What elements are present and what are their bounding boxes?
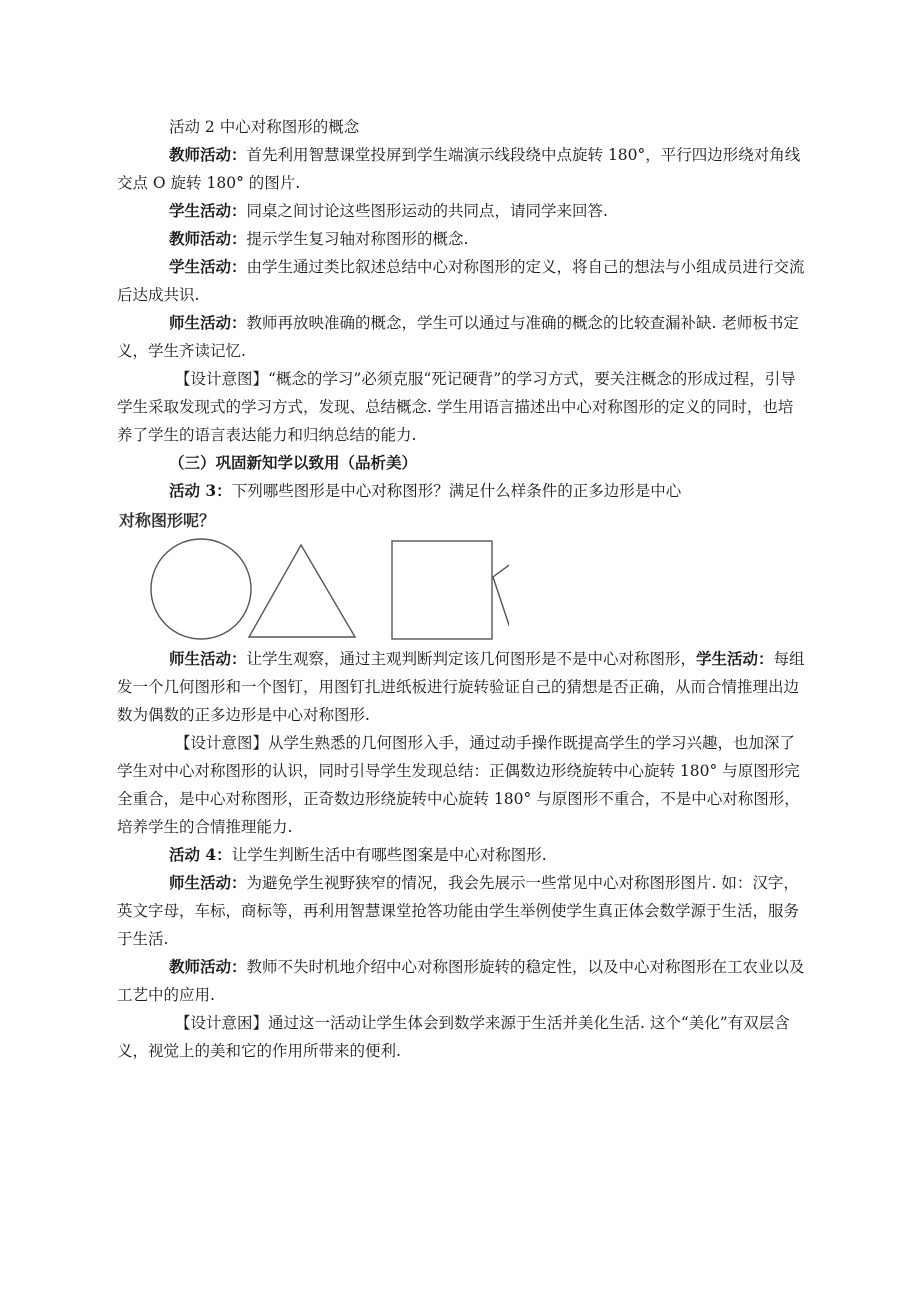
paragraph-text: 让学生判断生活中有哪些图案是中心对称图形. <box>231 846 547 864</box>
triangle-shape <box>249 545 355 637</box>
paragraph-text: 下列哪些图形是中心对称图形？满足什么样条件的正多边形是中心 <box>231 482 682 500</box>
design-intent-1: 【设计意图】“概念的学习”必须克服“死记硬背”的学习方式，要关注概念的形成过程，引导学生采取发现式的学习方式，发现、总结概念. 学生用语言描述出中心对称图形的定义的同时，也培养了学生的语言表达能力和归纳总结的能力. <box>117 370 796 444</box>
paragraph-text: 为避免学生视野狭窄的情况，我会先展示一些常见中心对称图形图片. 如：汉字，英文字母，车标，商标等，再利用智慧课堂抢答功能由学生举例使学生真正体会数学源于生活，服务于生活. <box>117 874 800 948</box>
document-body <box>117 113 807 1065</box>
label: 教师活动： <box>169 957 247 976</box>
square-shape <box>392 541 492 639</box>
paragraph-teacher-activity-3 <box>117 953 807 1009</box>
label: 学生活动： <box>169 257 247 276</box>
paragraph-text: 教师再放映准确的概念，学生可以通过与准确的概念的比较查漏补缺. 老师板书定义，学生齐读记忆. <box>117 314 799 360</box>
pentagon-shape <box>493 537 509 637</box>
design-intent-2: 【设计意图】从学生熟悉的几何图形入手，通过动手操作既提高学生的学习兴趣，也加深了学生对中心对称图形的认识，同时引导学生发现总结：正偶数边形绕旋转中心旋转 180° 与原图形完全重合，是中心对称图形，正奇数边形绕旋转中心旋转 180° 与原图形不重合，不是中心对称图形，培养学生的合情推理能力. <box>117 734 800 836</box>
label: 学生活动： <box>696 649 774 668</box>
label: 师生活动： <box>169 313 247 332</box>
activity-3-question <box>117 477 807 505</box>
label: 学生活动： <box>169 201 247 220</box>
label: 教师活动： <box>169 145 247 164</box>
paragraph-teacher-student-activity-1 <box>117 309 807 365</box>
paragraph-student-activity-2 <box>117 253 807 309</box>
design-intent-3: 【设计意困】通过这一活动让学生体会到数学来源于生活并美化生活. 这个“美化”有双层含义，视觉上的美和它的作用所带来的便利. <box>117 1014 790 1060</box>
paragraph-teacher-activity-2 <box>117 225 807 253</box>
paragraph-teacher-student-activity-2 <box>117 645 807 729</box>
paragraph-teacher-activity-1 <box>117 141 807 197</box>
paragraph-text: 每组发一个几何图形和一个图钉，用图钉扎进纸板进行旋转验证自己的猜想是否正确，从而合情推理出边数为偶数的正多边形是中心对称图形. <box>117 650 805 724</box>
paragraph-student-activity-1 <box>117 197 807 225</box>
heading-text: （三）巩固新知学以致用（品析美） <box>169 453 418 472</box>
label: 活动 4： <box>169 845 232 864</box>
activity-3-question-tail: 对称图形呢？ <box>119 511 216 530</box>
circle-shape <box>151 539 251 639</box>
paragraph-text: 让学生观察，通过主观判断判定该几何图形是不是中心对称图形， <box>246 650 697 668</box>
paragraph-text: 教师不失时机地介绍中心对称图形旋转的稳定性，以及中心对称图形在工农业以及工艺中的应用. <box>117 958 805 1004</box>
label: 师生活动： <box>169 873 247 892</box>
label: 活动 3： <box>169 481 232 500</box>
geometric-shapes-figure <box>149 537 509 641</box>
paragraph-text: 同桌之间讨论这些图形运动的共同点，请同学来回答. <box>246 202 608 220</box>
label: 师生活动： <box>169 649 247 668</box>
paragraph-text: 提示学生复习轴对称图形的概念. <box>246 230 469 248</box>
label: 教师活动： <box>169 229 247 248</box>
activity-4-question <box>117 841 807 869</box>
activity-2-title: 活动 2 中心对称图形的概念 <box>169 118 360 136</box>
paragraph-teacher-student-activity-3 <box>117 869 807 953</box>
paragraph-text: 由学生通过类比叙述总结中心对称图形的定义，将自己的想法与小组成员进行交流后达成共识. <box>117 258 805 304</box>
paragraph-text: 首先利用智慧课堂投屏到学生端演示线段绕中点旋转 180°，平行四边形绕对角线交点 O 旋转 180° 的图片. <box>117 146 801 192</box>
section-3-heading <box>117 449 807 477</box>
